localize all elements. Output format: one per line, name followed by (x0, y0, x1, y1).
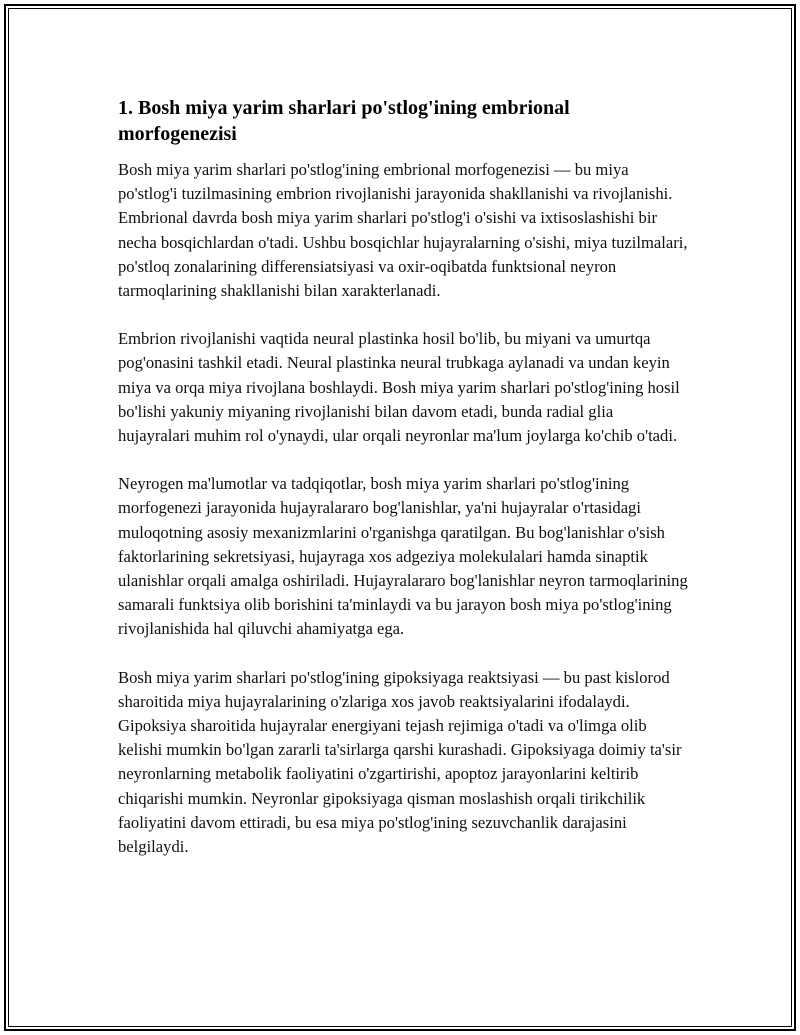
paragraph-1: Bosh miya yarim sharlari po'stlog'ining embrional morfogenezisi — bu miya po'stlog'i tuzilmasining embrion rivojlanishi jarayonida shakllanishi va rivojlanishi. Embrional davrda bosh miya yarim sharlari po'stlog'i o'sishi va ixtisoslashishi bir necha bosqichlardan o'tadi. Ushbu bosqichlar hujayralarning o'sishi, miya tuzilmalari, po'stloq zonalarining differensiatsiyasi va oxir-oqibatda funktsional neyron tarmoqlarining shakllanishi bilan xarakterlanadi. (118, 160, 688, 301)
section-heading: 1. Bosh miya yarim sharlari po'stlog'ining embrional morfogenezisi (118, 97, 570, 145)
paragraph-4: Bosh miya yarim sharlari po'stlog'ining gipoksiyaga reaktsiyasi — bu past kislorod sharoitida miya hujayralarining o'zlariga xos javob reaktsiyalarini ifodalaydi. Gipoksiya sharoitida hujayralar energiyani tejash rejimiga o'tadi va o'limga olib kelishi mumkin bo'lgan zararli ta'sirlarga qarshi kurashadi. Gipoksiyaga doimiy ta'sir neyronlarning metabolik faoliyatini o'zgartirishi, apoptoz jarayonlarini keltirib chiqarishi mumkin. Neyronlar gipoksiyaga qisman moslashish orqali tirikchilik faoliyatini davom ettiradi, bu esa miya po'stlog'ining sezuvchanlik darajasini belgilaydi. (118, 667, 682, 857)
document-body (118, 95, 688, 883)
paragraph-2: Embrion rivojlanishi vaqtida neural plastinka hosil bo'lib, bu miyani va umurtqa pog'onasini tashkil etadi. Neural plastinka neural trubkaga aylanadi va undan keyin miya va orqa miya rivojlana boshlaydi. Bosh miya yarim sharlari po'stlog'ining hosil bo'lishi yakuniy miyaning rivojlanishi bilan davom etadi, bunda radial glia hujayralari muhim rol o'ynaydi, ular orqali neyronlar ma'lum joylarga ko'chib o'tadi. (118, 329, 680, 446)
paragraph-3: Neyrogen ma'lumotlar va tadqiqotlar, bosh miya yarim sharlari po'stlog'ining morfogenezi jarayonida hujayralararo bog'lanishlar, ya'ni hujayralar o'rtasidagi muloqotning asosiy mexanizmlarini o'rganishga qaratilgan. Bu bog'lanishlar o'sish faktorlarining sekretsiyasi, hujayraga xos adgeziya molekulalari hamda sinaptik ulanishlar orqali amalga oshiriladi. Hujayralararo bog'lanishlar neyron tarmoqlarining samarali funktsiya olib borishini ta'minlaydi va bu jarayon bosh miya po'stlog'ining rivojlanishida hal qiluvchi ahamiyatga ega. (118, 474, 688, 639)
